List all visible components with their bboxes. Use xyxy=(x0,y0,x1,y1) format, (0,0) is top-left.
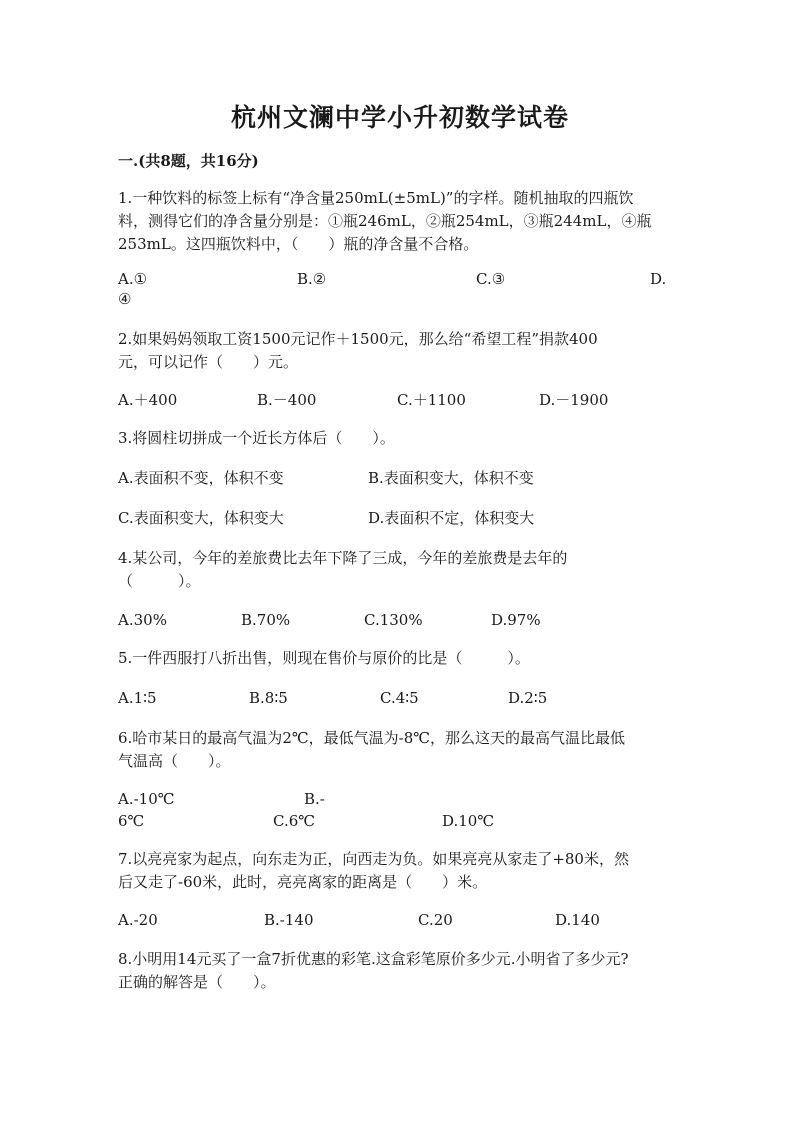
section-heading: 一.(共8题，共16分) xyxy=(118,152,259,170)
option-b-continuation: 6℃ xyxy=(118,812,145,830)
option-a[interactable]: A.-20 xyxy=(118,911,158,929)
question-8 xyxy=(118,948,718,994)
question-text-line: 6.哈市某日的最高气温为2℃，最低气温为-8℃，那么这天的最高气温比最低 xyxy=(118,729,626,747)
question-text-line: 5.一件西服打八折出售，则现在售价与原价的比是（ ）。 xyxy=(118,649,530,667)
option-d[interactable]: D.97% xyxy=(491,611,541,629)
option-c[interactable]: C.130% xyxy=(364,611,423,629)
option-c[interactable]: C.4∶5 xyxy=(380,689,419,707)
option-d[interactable]: D.表面积不定，体积变大 xyxy=(368,509,535,527)
page-title: 杭州文澜中学小升初数学试卷 xyxy=(230,103,569,132)
question-text-line: 元，可以记作（ ）元。 xyxy=(118,353,299,371)
question-text-line: 4.某公司，今年的差旅费比去年下降了三成，今年的差旅费是去年的 xyxy=(118,549,568,567)
option-a[interactable]: A.-10℃ xyxy=(118,790,175,808)
option-d[interactable]: D.10℃ xyxy=(442,812,495,830)
question-6 xyxy=(118,727,680,773)
question-text-line: 3.将圆柱切拼成一个近长方体后（ ）。 xyxy=(118,429,395,447)
question-2 xyxy=(118,328,680,374)
question-text-line: 气温高（ ）。 xyxy=(118,752,231,770)
question-text-line: 后又走了-60米，此时，亮亮离家的距离是（ ）米。 xyxy=(118,873,488,891)
option-c[interactable]: C.表面积变大，体积变大 xyxy=(118,509,284,527)
option-c[interactable]: C.③ xyxy=(476,270,506,288)
option-d[interactable]: D.140 xyxy=(555,911,600,929)
question-7 xyxy=(118,848,680,894)
option-b[interactable]: B.－400 xyxy=(257,391,317,409)
question-text-line: 8.小明用14元买了一盒7折优惠的彩笔.这盒彩笔原价多少元.小明省了多少元? xyxy=(118,950,629,968)
option-a[interactable]: A.30% xyxy=(118,611,167,629)
option-b[interactable]: B.表面积变大，体积不变 xyxy=(368,469,534,487)
question-1 xyxy=(118,187,680,256)
option-c[interactable]: C.＋1100 xyxy=(397,391,466,409)
option-b[interactable]: B.- xyxy=(304,790,325,808)
option-a[interactable]: A.1∶5 xyxy=(118,689,157,707)
question-text-line: 正确的解答是（ ）。 xyxy=(118,973,276,991)
question-5 xyxy=(118,647,680,670)
option-c[interactable]: C.20 xyxy=(418,911,453,929)
question-4 xyxy=(118,547,680,593)
option-d[interactable]: D. xyxy=(650,270,667,288)
question-text-line: 253mL。这四瓶饮料中，（ ）瓶的净含量不合格。 xyxy=(118,235,479,253)
option-d[interactable]: D.2∶5 xyxy=(508,689,548,707)
option-b[interactable]: B.-140 xyxy=(264,911,314,929)
question-text-line: （ ）。 xyxy=(118,572,201,590)
option-d-continuation: ④ xyxy=(118,290,132,308)
question-text-line: 2.如果妈妈领取工资1500元记作＋1500元，那么给“希望工程”捐款400 xyxy=(118,330,598,348)
option-a[interactable]: A.＋400 xyxy=(118,391,178,409)
option-b[interactable]: B.② xyxy=(297,270,327,288)
option-b[interactable]: B.70% xyxy=(241,611,291,629)
question-text-line: 7.以亮亮家为起点，向东走为正，向西走为负。如果亮亮从家走了+80米，然 xyxy=(118,850,629,868)
option-c[interactable]: C.6℃ xyxy=(273,812,316,830)
question-3 xyxy=(118,427,680,450)
question-text-line: 料，测得它们的净含量分别是：①瓶246mL，②瓶254mL，③瓶244mL，④瓶 xyxy=(118,212,652,230)
question-text-line: 1.一种饮料的标签上标有“净含量250mL(±5mL)”的字样。随机抽取的四瓶饮 xyxy=(118,189,634,207)
option-a[interactable]: A.① xyxy=(118,270,148,288)
option-d[interactable]: D.－1900 xyxy=(539,391,609,409)
option-a[interactable]: A.表面积不变，体积不变 xyxy=(118,469,284,487)
option-b[interactable]: B.8∶5 xyxy=(249,689,288,707)
